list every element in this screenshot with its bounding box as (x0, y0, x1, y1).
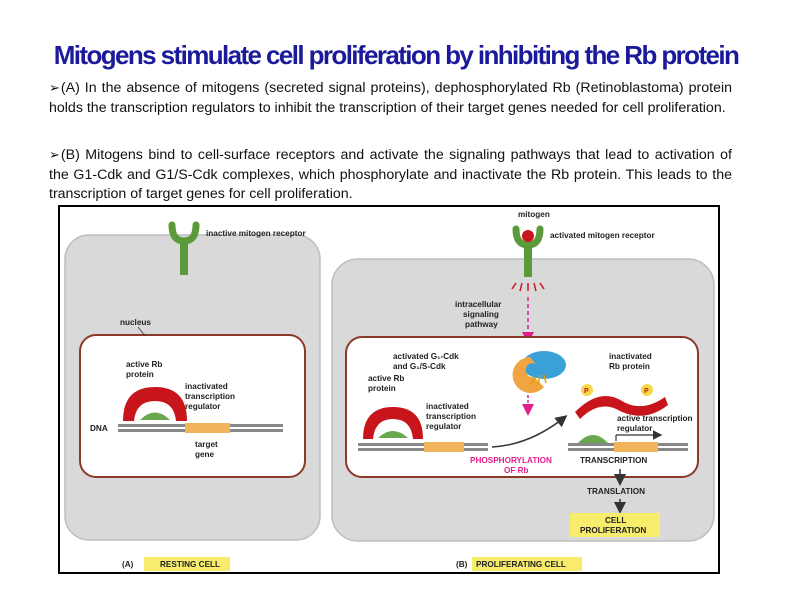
paragraph-b (49, 145, 732, 205)
dna-b-left (358, 443, 488, 446)
label-cdk-1: activated G₁-Cdk (393, 352, 459, 361)
label-inact-reg-a-2: transcription (185, 392, 236, 401)
label-nucleus: nucleus (120, 318, 151, 327)
label-translation: TRANSLATION (587, 487, 646, 496)
label-proliferation-2: PROLIFERATION (580, 526, 647, 535)
target-gene-b-right (614, 442, 658, 452)
label-inact-reg-a-1: inactivated (185, 382, 228, 391)
target-gene-a (185, 423, 230, 433)
label-active-rb-a-1: active Rb (126, 360, 163, 369)
label-active-rb-b-1: active Rb (368, 374, 405, 383)
label-inactive-receptor: inactive mitogen receptor (206, 229, 306, 238)
bullet-arrow-icon: ➢ (49, 147, 60, 162)
label-active-reg-1: active transcription (617, 414, 693, 423)
label-active-rb-a-2: protein (126, 370, 154, 379)
label-inact-reg-b-3: regulator (426, 422, 462, 431)
rb-pathway-figure (58, 205, 720, 574)
label-pathway-2: signaling (463, 310, 499, 319)
label-target-1: target (195, 440, 218, 449)
label-phospho-1: PHOSPHORYLATION (470, 456, 552, 465)
label-phospho-2: OF Rb (504, 466, 529, 475)
label-active-rb-b-2: protein (368, 384, 396, 393)
label-inact-rb-2: Rb protein (609, 362, 650, 371)
label-transcription: TRANSCRIPTION (580, 456, 648, 465)
label-inact-reg-b-1: inactivated (426, 402, 469, 411)
label-activated-receptor: activated mitogen receptor (550, 231, 655, 240)
slide-title: Mitogens stimulate cell proliferation by inhibiting the Rb protein (53, 40, 739, 70)
label-cdk-2: and G₁/S-Cdk (393, 362, 446, 371)
caption-a: RESTING CELL (160, 560, 221, 569)
caption-a-letter: (A) (122, 560, 134, 569)
label-active-reg-2: regulator (617, 424, 653, 433)
label-mitogen: mitogen (518, 210, 550, 219)
bullet-arrow-icon: ➢ (49, 80, 60, 95)
target-gene-b-left (424, 442, 464, 452)
label-proliferation-1: CELL (605, 516, 627, 525)
label-inact-reg-b-2: transcription (426, 412, 477, 421)
label-inact-rb-1: inactivated (609, 352, 652, 361)
paragraph-a-text: (A) In the absence of mitogens (secreted signal proteins), dephosphorylated Rb (Retinoblastoma) protein holds the transcription regulators to inhibit the transcription of their target genes needed for cell proliferation. (49, 80, 732, 116)
phosphate-label-1: P (584, 388, 589, 395)
mitogen-icon (522, 230, 534, 242)
caption-b-letter: (B) (456, 560, 468, 569)
paragraph-b-text: (B) Mitogens bind to cell-surface receptors and activate the signaling pathways that lead to activation of the G1-Cdk and G1/S-Cdk complexes, which phosphorylate and inactivate the Rb protein. This leads to the transcription of target genes for cell proliferation. (49, 147, 732, 202)
label-dna: DNA (90, 424, 108, 433)
figure-svg (60, 207, 718, 572)
label-target-2: gene (195, 450, 215, 459)
label-pathway-1: intracellular (455, 300, 502, 309)
label-inact-reg-a-3: regulator (185, 402, 221, 411)
caption-b: PROLIFERATING CELL (476, 560, 566, 569)
label-pathway-3: pathway (465, 320, 498, 329)
paragraph-a (49, 78, 732, 118)
phosphate-label-2: P (644, 388, 649, 395)
